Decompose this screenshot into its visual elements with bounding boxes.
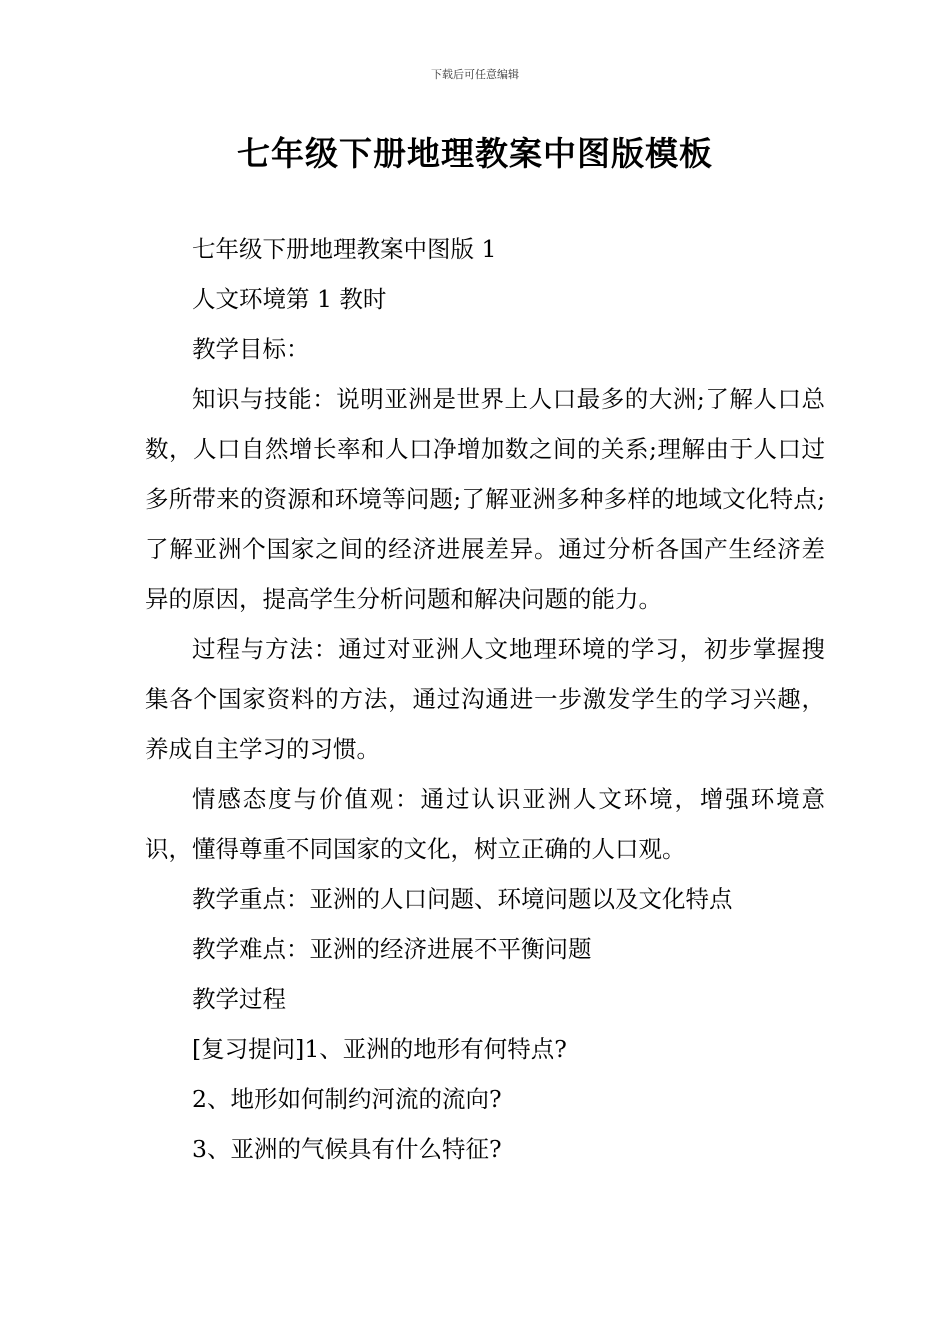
paragraph-teaching-process: 教学过程: [192, 985, 286, 1013]
document-title: 七年级下册地理教案中图版模板: [237, 134, 713, 173]
paragraph-objectives-heading: 教学目标：: [192, 335, 310, 363]
paragraph-subtitle: 七年级下册地理教案中图版 1: [192, 235, 497, 263]
paragraph-process-methods: 过程与方法：通过对亚洲人文地理环境的学习，初步掌握搜集各个国家资料的方法，通过沟通进一步激发学生的学习兴趣，养成自主学习的习惯。: [145, 635, 825, 763]
paragraph-review-question-2: 2、地形如何制约河流的流向?: [192, 1085, 502, 1113]
header-note: 下载后可任意编辑: [431, 68, 519, 81]
paragraph-knowledge-skills: 知识与技能：说明亚洲是世界上人口最多的大洲;了解人口总数，人口自然增长率和人口净增加数之间的关系;理解由于人口过多所带来的资源和环境等问题;了解亚洲多种多样的地域文化特点;了解亚洲个国家之间的经济进展差异。通过分析各国产生经济差异的原因，提高学生分析问题和解决问题的能力。: [145, 385, 825, 613]
paragraph-key-points: 教学重点：亚洲的人口问题、环境问题以及文化特点: [192, 885, 733, 913]
paragraph-attitude-values: 情感态度与价值观：通过认识亚洲人文环境，增强环境意识，懂得尊重不同国家的文化，树立正确的人口观。: [145, 785, 825, 863]
document-body: [145, 224, 825, 1174]
paragraph-review-question-3: 3、亚洲的气候具有什么特征?: [192, 1135, 502, 1163]
paragraph-lesson: 人文环境第 1 教时: [192, 285, 387, 313]
paragraph-difficulties: 教学难点：亚洲的经济进展不平衡问题: [192, 935, 592, 963]
paragraph-review-question-1: [复习提问]1、亚洲的地形有何特点?: [192, 1035, 567, 1063]
